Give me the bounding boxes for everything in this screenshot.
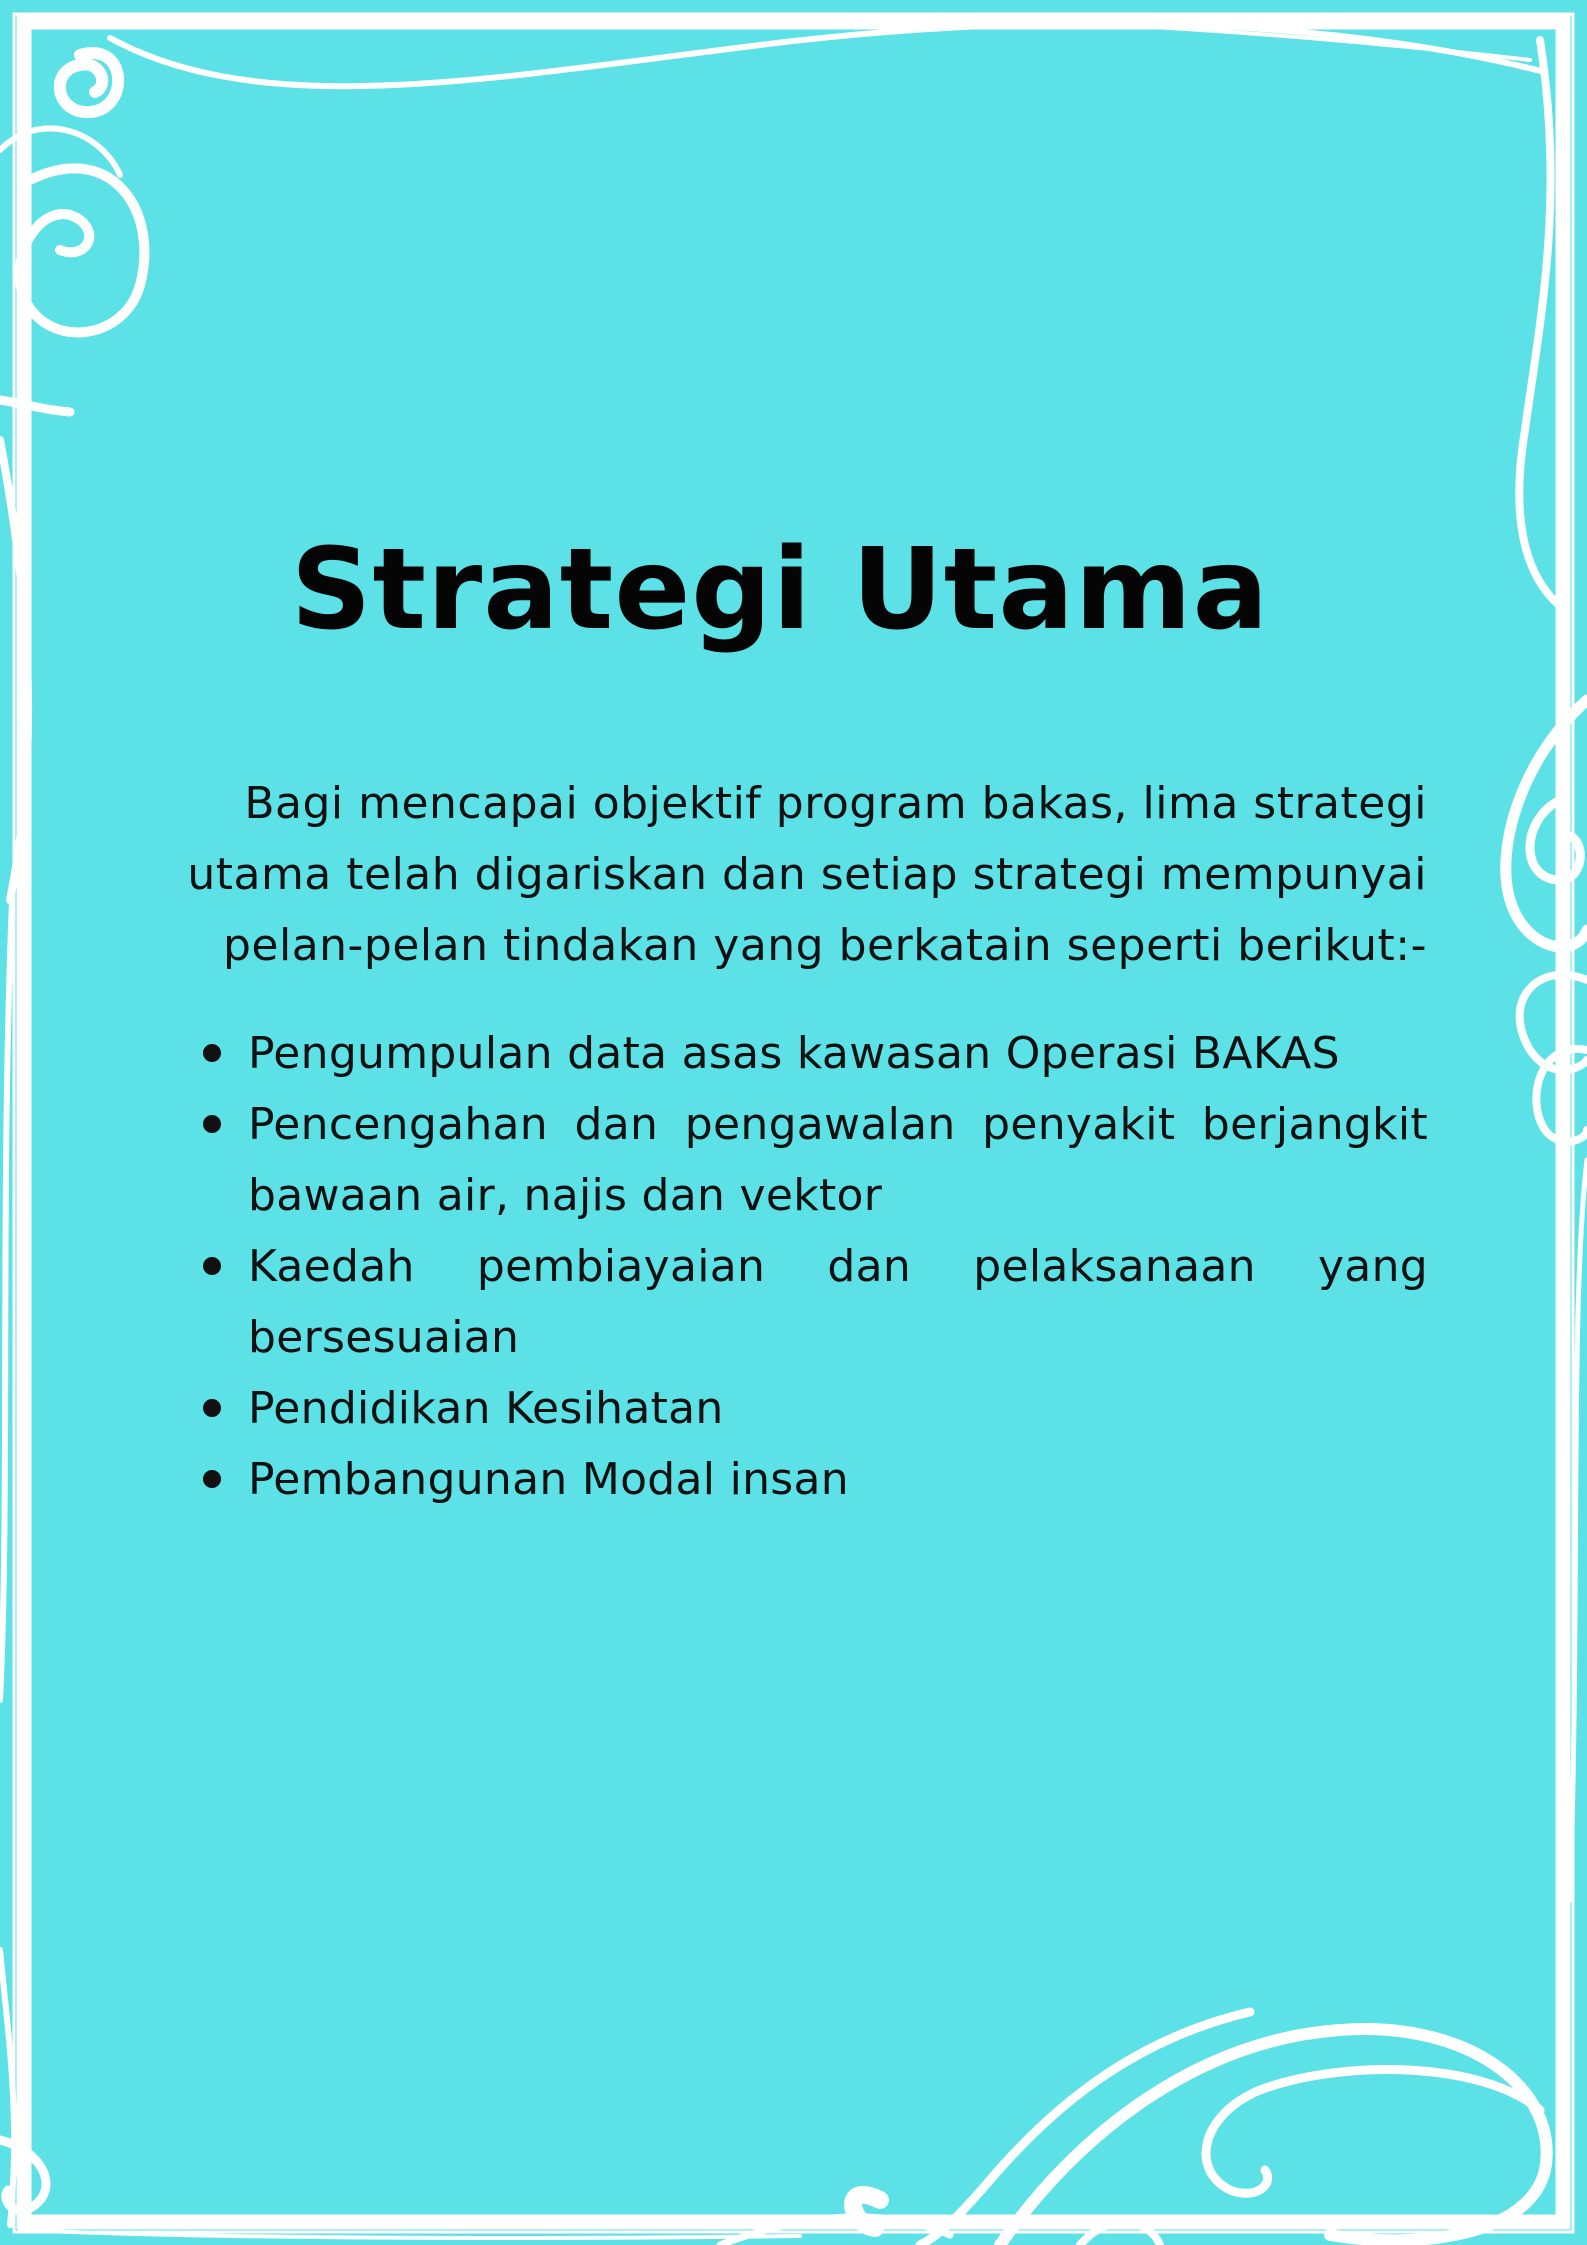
bottom-right-curl xyxy=(20,2012,1547,2245)
right-curl xyxy=(1506,40,1587,1900)
strategy-text: Kaedah pembiayaian dan pelaksanaan yang bersesuaian xyxy=(248,1241,1428,1363)
strategy-text: Pengumpulan data asas kawasan Operasi BAKAS xyxy=(248,1028,1340,1079)
strategy-list-item xyxy=(248,1018,1428,1089)
bullet-icon xyxy=(203,1399,221,1417)
strategy-list-item xyxy=(248,1089,1428,1231)
strategy-list xyxy=(248,1018,1428,1515)
bullet-icon xyxy=(203,1115,221,1133)
strategy-list-item xyxy=(248,1373,1428,1444)
bullet-icon xyxy=(203,1257,221,1275)
page-title: Strategi Utama xyxy=(290,525,1270,655)
intro-paragraph: Bagi mencapai objektif program bakas, lima strategi utama telah digariskan dan setiap strategi mempunyai pelan-pelan tindakan yang berkatain seperti berikut:- xyxy=(187,778,1427,971)
bullet-icon xyxy=(203,1044,221,1062)
strategy-list-item xyxy=(248,1231,1428,1373)
bullet-icon xyxy=(203,1470,221,1488)
strategy-text: Pembangunan Modal insan xyxy=(248,1454,849,1505)
top-swirl xyxy=(110,23,1545,86)
strategy-text: Pendidikan Kesihatan xyxy=(248,1383,724,1434)
strategy-text: Pencengahan dan pengawalan penyakit berjangkit bawaan air, najis dan vektor xyxy=(248,1099,1428,1221)
strategy-list-item xyxy=(248,1444,1428,1515)
